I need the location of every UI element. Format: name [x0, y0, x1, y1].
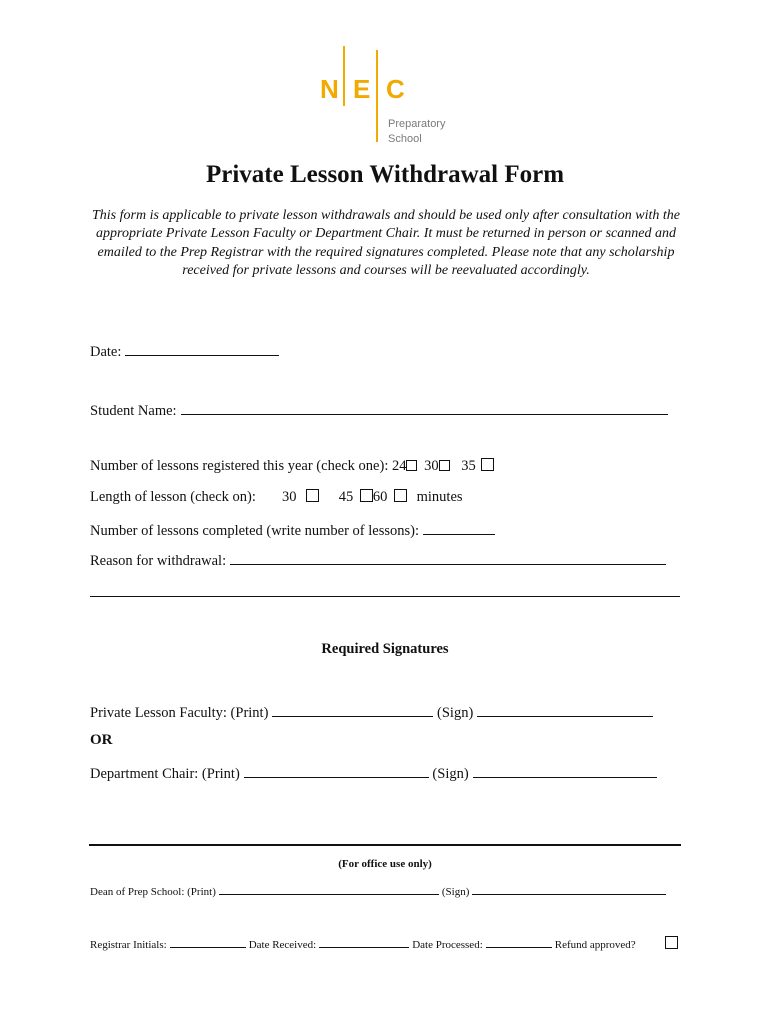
required-signatures-heading: Required Signatures — [321, 641, 449, 657]
chair-print-label: Department Chair: (Print) — [90, 766, 240, 782]
logo-letter-e: E — [353, 74, 371, 104]
date-field[interactable] — [125, 341, 279, 356]
dean-sign-label: (Sign) — [441, 886, 470, 898]
faculty-signature-row — [90, 702, 653, 722]
date-row — [90, 341, 279, 361]
lesson-length-options — [282, 489, 463, 506]
checkbox-length-60[interactable] — [394, 489, 407, 502]
faculty-sign-field[interactable] — [477, 702, 653, 717]
reason-field-line-2[interactable] — [90, 596, 680, 597]
student-name-field[interactable] — [181, 400, 668, 415]
option-35-label: 35 — [461, 458, 476, 474]
dean-print-field[interactable] — [219, 884, 439, 895]
lessons-completed-field[interactable] — [423, 520, 495, 535]
checkbox-length-45[interactable] — [360, 489, 373, 502]
chair-sign-field[interactable] — [473, 763, 657, 778]
reason-row — [90, 550, 666, 570]
logo-subtitle-line2: School — [388, 133, 422, 145]
option-30-label: 30 — [424, 458, 439, 474]
nec-prep-logo — [316, 44, 476, 154]
registrar-initials-label: Registrar Initials: — [90, 939, 167, 951]
office-divider — [89, 844, 681, 846]
logo-divider — [376, 50, 378, 142]
faculty-sign-label: (Sign) — [437, 705, 474, 721]
chair-sign-label: (Sign) — [432, 766, 469, 782]
refund-approved-checkbox[interactable] — [665, 936, 678, 949]
intro-paragraph: This form is applicable to private lesson withdrawals and should be used only after consultation with the appropriate Private Lesson Faculty or Department Chair. It must be returned in person or scanned and emailed to the Prep Registrar with the required signatures completed. Please note that any scholarship received for private lessons and courses will be reevaluated accordingly. — [92, 208, 680, 278]
reason-label: Reason for withdrawal: — [90, 553, 227, 569]
faculty-print-label: Private Lesson Faculty: (Print) — [90, 705, 269, 721]
option-24-label: 24 — [391, 458, 407, 474]
length-unit: minutes — [416, 489, 463, 505]
student-name-label: Student Name: — [90, 403, 177, 419]
date-processed-label: Date Processed: — [412, 939, 483, 951]
length-45-label: 45 — [338, 489, 354, 505]
chair-signature-row — [90, 763, 657, 783]
lessons-registered-row — [90, 458, 494, 475]
dean-print-label: Dean of Prep School: (Print) — [90, 886, 216, 898]
dean-signature-row — [90, 884, 669, 898]
logo-letter-n: N — [320, 74, 339, 104]
registrar-row — [90, 937, 636, 951]
date-processed-field[interactable] — [486, 937, 552, 948]
reason-field[interactable] — [230, 550, 666, 565]
logo-letter-c: C — [386, 74, 405, 104]
refund-approved-label: Refund approved? — [554, 939, 636, 951]
lesson-length-label: Length of lesson (check on): — [90, 489, 256, 505]
length-60-label: 60 — [372, 489, 388, 505]
checkbox-length-30[interactable] — [306, 489, 319, 502]
checkbox-35[interactable] — [481, 458, 494, 471]
lessons-completed-label: Number of lessons completed (write number of lessons): — [90, 523, 419, 539]
lessons-completed-row — [90, 520, 495, 540]
office-use-heading: (For office use only) — [338, 858, 432, 870]
dean-sign-field[interactable] — [472, 884, 666, 895]
form-title: Private Lesson Withdrawal Form — [205, 161, 565, 188]
registrar-initials-field[interactable] — [170, 937, 246, 948]
length-30-label: 30 — [282, 489, 297, 505]
logo-divider — [343, 46, 345, 106]
chair-print-field[interactable] — [244, 763, 429, 778]
checkbox-30[interactable] — [439, 460, 450, 471]
lesson-length-row — [90, 489, 256, 506]
or-separator: OR — [90, 732, 113, 748]
checkbox-24[interactable] — [406, 460, 417, 471]
lessons-registered-label: Number of lessons registered this year (check one): — [90, 458, 389, 474]
faculty-print-field[interactable] — [272, 702, 433, 717]
date-received-field[interactable] — [319, 937, 409, 948]
logo-subtitle-line1: Preparatory — [388, 118, 446, 130]
date-received-label: Date Received: — [248, 939, 317, 951]
student-name-row — [90, 400, 668, 420]
date-label: Date: — [90, 344, 122, 360]
